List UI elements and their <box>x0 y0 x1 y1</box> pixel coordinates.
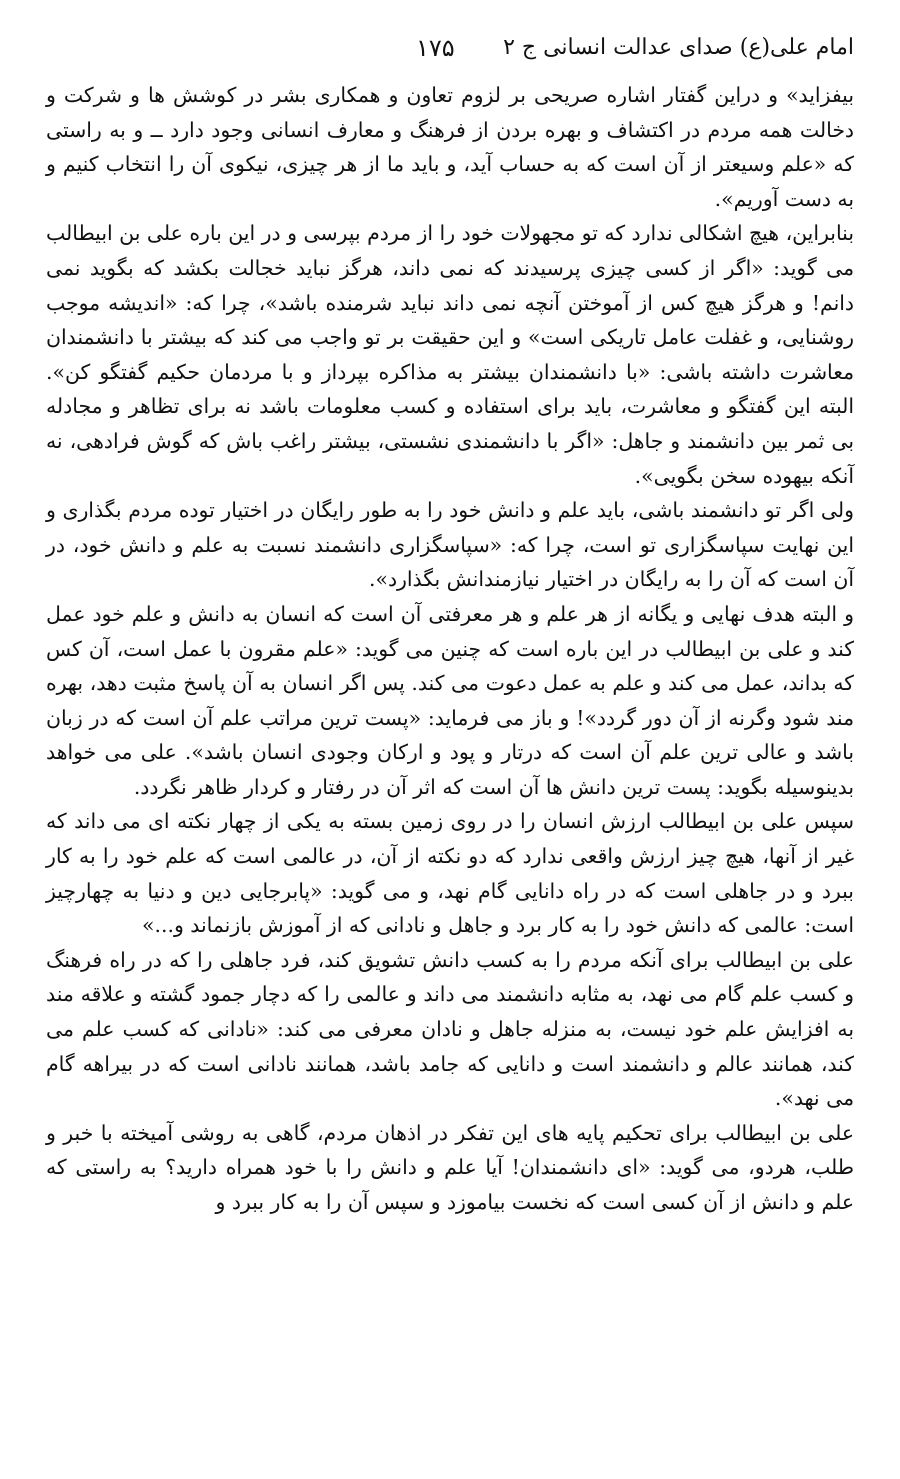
paragraph: ولی اگر تو دانشمند باشی، باید علم و دانش خود را به طور رایگان در اختیار توده مردم بگذاری و این نهایت سپاسگزاری تو است، چرا که: «سپاسگزاری دانشمند نسبت به علم و دانش خود، در آن است که آن را به رایگان در اختیار نیازمندانش بگذارد». <box>46 498 854 592</box>
page-number: ۱۷۵ <box>416 34 455 62</box>
paragraph: بنابراین، هیچ اشکالی ندارد که تو مجهولات خود را از مردم بپرسی و در این باره علی بن ابیطالب می گوید: «اگر از کسی چیزی پرسیدند که نمی داند، هرگز نباید خجالت بکشد که بگوید نمی دانم! و هرگز هیچ کس از آموختن آنچه نمی داند نباید شرمنده باشد»، چرا که: «اندیشه موجب روشنایی، و غفلت عامل تاریکی است» و این حقیقت بر تو واجب می کند که بیشتر با دانشمندان معاشرت داشته باشی: «با دانشمندان بیشتر به مذاکره بپرداز و با مردمان حکیم گفتگو کن». البته این گفتگو و معاشرت، باید برای استفاده و کسب معلومات باشد نه برای تظاهر و مجادله بی ثمر بین دانشمند و جاهل: «اگر با دانشمندی نشستی، بیشتر راغب باش که گوش فرادهی، نه آنکه بیهوده سخن بگویی». <box>46 221 854 488</box>
running-title: امام علی(ع) صدای عدالت انسانی ج ۲ <box>503 35 854 60</box>
paragraph: علی بن ابیطالب برای آنکه مردم را به کسب دانش تشویق کند، فرد جاهلی را که در راه فرهنگ و کسب علم گام می نهد، به مثابه دانشمند می داند و عالمی را که دچار جمود گشته و علاقه مند به افزایش علم خود نیست، به منزله جاهل و نادان معرفی می کند: «نادانی که کسب علم می کند، همانند عالم و دانشمند است و دانایی که جامد باشد، همانند نادانی است که در بیراهه گام می نهد». <box>46 947 854 1111</box>
page-header <box>46 28 854 68</box>
paragraph: بیفزاید» و دراین گفتار اشاره صریحی بر لزوم تعاون و همکاری بشر در کوشش ها و شرکت و دخالت همه مردم در اکتشاف و بهره بردن از فرهنگ و معارف انسانی وجود دارد ــ و به راستی که «علم وسیعتر از آن است که به حساب آید، و باید ما از هر چیزی، نیکوی آن را انتخاب کنیم و به دست آوریم». <box>46 83 854 211</box>
paragraph: و البته هدف نهایی و یگانه از هر علم و هر معرفتی آن است که انسان به دانش و علم خود عمل کند و علی بن ابیطالب در این باره است که چنین می گوید: «علم مقرون با عمل است، آن کس که بداند، عمل می کند و علم به عمل دعوت می کند. پس اگر انسان به آن پاسخ مثبت دهد، بهره مند شود وگرنه از آن دور گردد»! و باز می فرماید: «پست ترین مراتب علم آن است که در زبان باشد و عالی ترین علم آن است که درتار و پود و ارکان وجودی انسان باشد». علی می خواهد بدینوسیله بگوید: پست ترین دانش ها آن است که اثر آن در رفتار و کردار ظاهر نگردد. <box>46 601 854 799</box>
paragraph: سپس علی بن ابیطالب ارزش انسان را در روی زمین بسته به یکی از چهار نکته ای می داند که غیر از آنها، هیچ چیز ارزش واقعی ندارد که دو نکته از آن، در عالمی است که علم خود را به کار ببرد و در جاهلی است که در راه دانایی گام نهد، و می گوید: «پابرجایی دین و دنیا به چهارچیز است: عالمی که دانش خود را به کار برد و جاهل و نادانی که از آموزش بازنماند و...» <box>46 809 854 938</box>
paragraph: علی بن ابیطالب برای تحکیم پایه های این تفکر در اذهان مردم، گاهی به روشی آمیخته با خبر و طلب، هردو، می گوید: «ای دانشمندان! آیا علم و دانش را با خود همراه دارید؟ به راستی که علم و دانش از آن کسی است که نخست بیاموزد و سپس آن را به کار ببرد و <box>46 1120 854 1214</box>
body-text <box>46 78 854 1220</box>
